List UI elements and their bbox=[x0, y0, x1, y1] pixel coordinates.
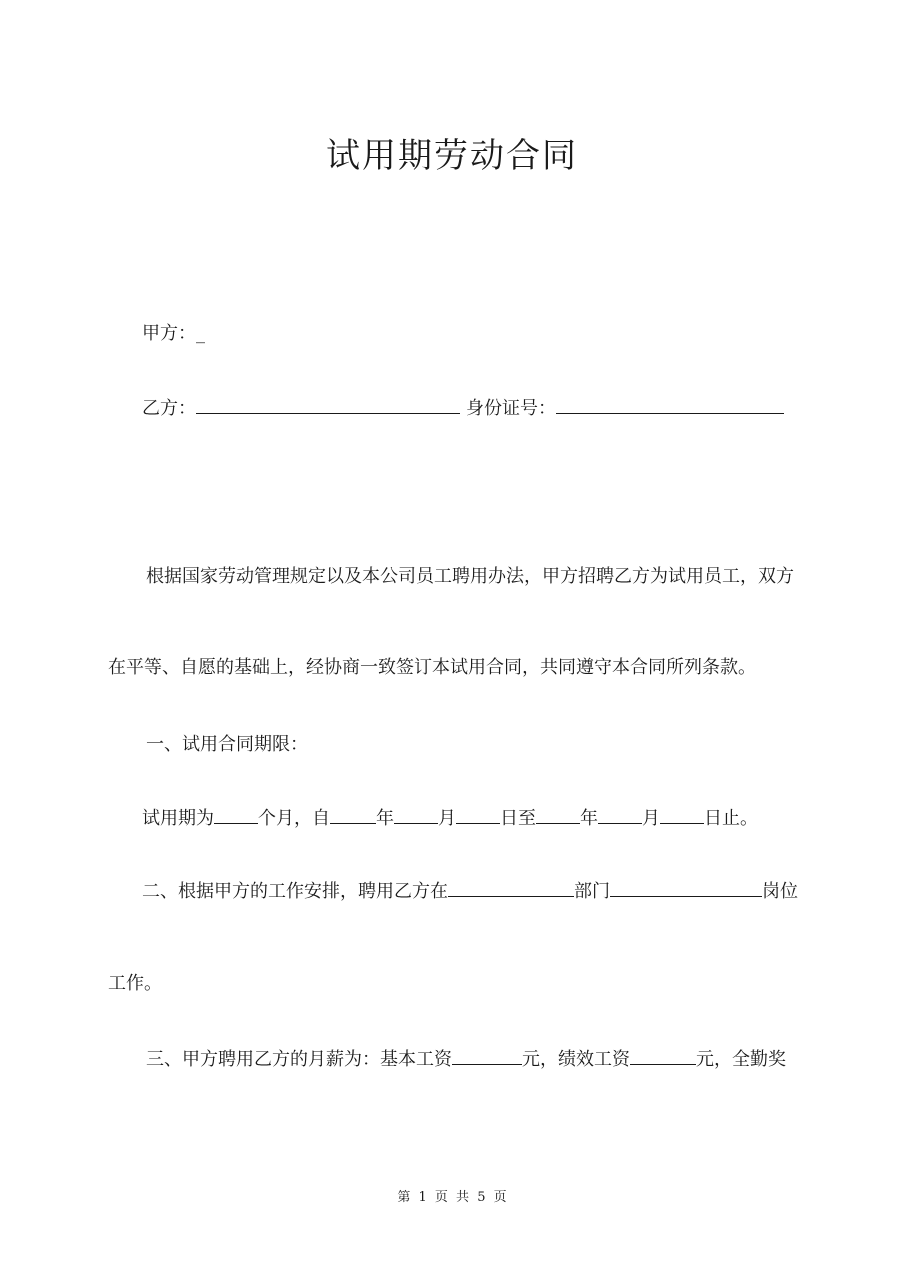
performance-salary-label: 元，绩效工资 bbox=[522, 1049, 630, 1070]
department-label: 部门 bbox=[574, 881, 610, 902]
party-b-id-line bbox=[466, 395, 784, 421]
performance-salary-blank bbox=[630, 1046, 696, 1065]
intro-line-2: 在平等、自愿的基础上，经协商一致签订本试用合同，共同遵守本合同所列条款。 bbox=[108, 657, 756, 678]
end-year-blank bbox=[536, 805, 580, 824]
base-salary-blank bbox=[452, 1046, 522, 1065]
start-month-blank bbox=[394, 805, 438, 824]
section-1-heading: 一、试用合同期限： bbox=[146, 734, 308, 755]
probation-period-label: 试用期为 bbox=[142, 808, 214, 829]
months-blank bbox=[214, 805, 258, 824]
id-number-label: 身份证号： bbox=[466, 398, 556, 419]
end-month-blank bbox=[598, 805, 642, 824]
section-2-line-1 bbox=[142, 878, 798, 904]
end-year-label: 年 bbox=[580, 808, 598, 829]
party-b-label: 乙方： bbox=[142, 398, 196, 419]
end-month-label: 月 bbox=[642, 808, 660, 829]
start-year-blank bbox=[330, 805, 376, 824]
party-a-value: _ bbox=[196, 323, 205, 344]
party-b-name-blank bbox=[196, 395, 460, 414]
id-number-blank bbox=[556, 395, 784, 414]
months-from-label: 个月，自 bbox=[258, 808, 330, 829]
section-2-text: 二、根据甲方的工作安排，聘用乙方在 bbox=[142, 881, 448, 902]
party-b-line bbox=[142, 395, 460, 421]
end-day-label: 日止。 bbox=[704, 808, 758, 829]
position-label: 岗位 bbox=[762, 881, 798, 902]
attendance-bonus-label: 元，全勤奖 bbox=[696, 1049, 786, 1070]
section-3-line bbox=[146, 1046, 786, 1072]
section-2-line-2: 工作。 bbox=[108, 973, 162, 994]
start-day-blank bbox=[456, 805, 500, 824]
start-year-label: 年 bbox=[376, 808, 394, 829]
document-title: 试用期劳动合同 bbox=[326, 136, 578, 176]
end-day-blank bbox=[660, 805, 704, 824]
start-month-label: 月 bbox=[438, 808, 456, 829]
start-day-to-label: 日至 bbox=[500, 808, 536, 829]
position-blank bbox=[610, 878, 762, 897]
party-a-label: 甲方： bbox=[142, 323, 196, 344]
department-blank bbox=[448, 878, 574, 897]
section-3-text: 三、甲方聘用乙方的月薪为：基本工资 bbox=[146, 1049, 452, 1070]
page-number-footer: 第 1 页 共 5 页 bbox=[397, 1190, 507, 1205]
intro-line-1: 根据国家劳动管理规定以及本公司员工聘用办法，甲方招聘乙方为试用员工，双方 bbox=[146, 566, 794, 587]
section-1-period-line bbox=[142, 805, 758, 831]
party-a-line bbox=[142, 322, 205, 346]
